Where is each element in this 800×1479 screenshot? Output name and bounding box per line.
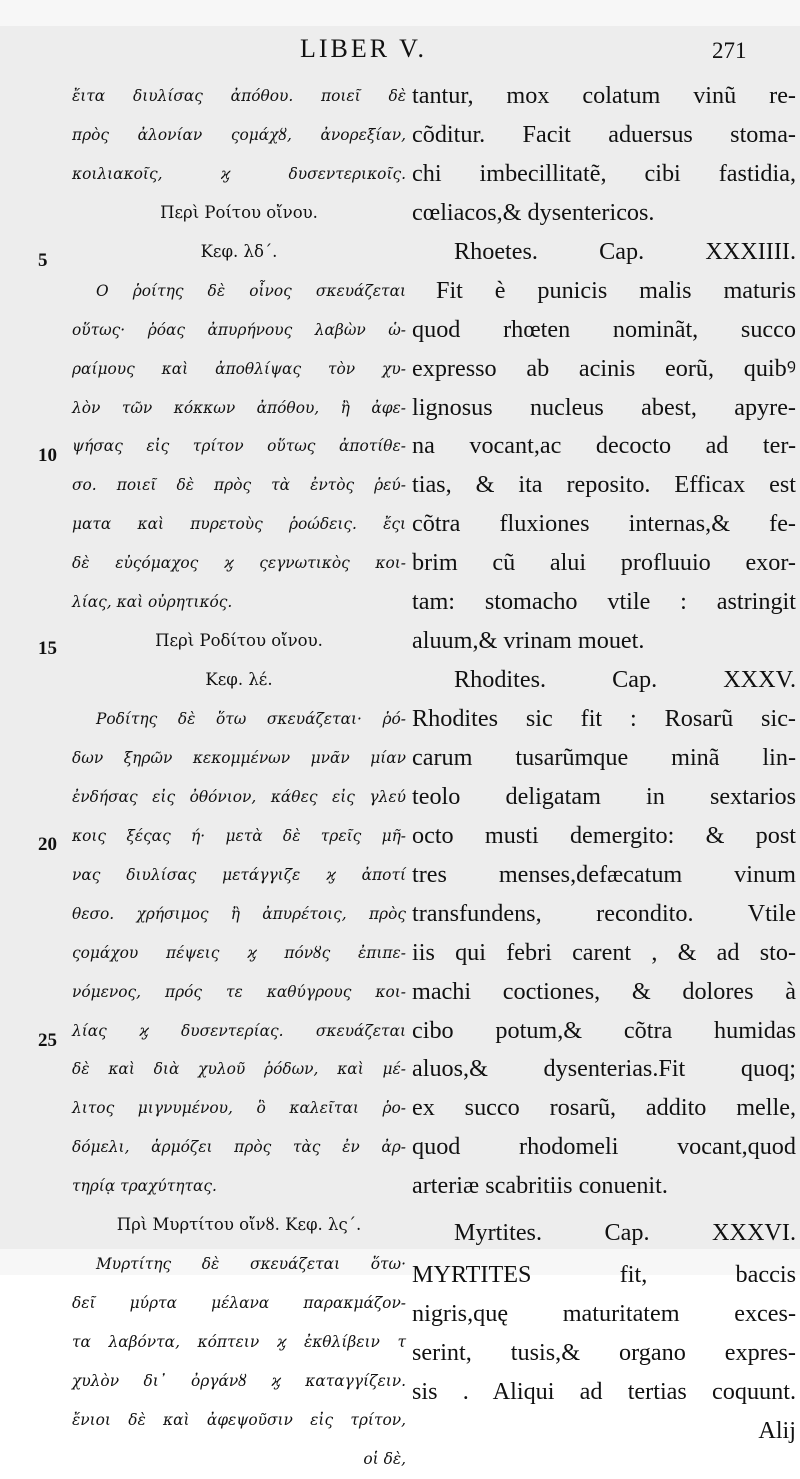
greek-line: ἔνιοι δὲ καὶ ἀφεψοῦσιν εἰς τρίτον, [72, 1410, 406, 1429]
greek-chapter-title: Πρὶ Μυρτίτου οἴνȣ. Κεφ. λς΄. [116, 1215, 362, 1235]
latin-column [412, 77, 796, 1451]
greek-line: κοις ξέςας ή· μετὰ δὲ τρεῖς μῆ- [72, 826, 406, 845]
greek-line: τηρίᾳ τραχύτητας. [72, 1177, 217, 1196]
greek-chapter-title: Περὶ Ροδίτου οἴνου. [155, 631, 323, 651]
latin-line: Fit è punicis malis maturis [436, 276, 796, 304]
greek-line: τα λαβόντα, κόπτειν ϗ ἐκθλίβειν τ [72, 1333, 406, 1351]
latin-line: iis qui febri carent , & ad sto- [412, 938, 796, 966]
latin-line: tantur, mox colatum vinũ re- [412, 82, 796, 109]
greek-catchword: οἱ δὲ, [363, 1449, 406, 1468]
margin-line-number: 15 [38, 638, 57, 659]
margin-line-number: 5 [38, 250, 48, 271]
margin-line-number: 20 [38, 834, 57, 855]
greek-line: κοιλιακοῖς, ϗ δυσεντερικοῖς. [72, 164, 406, 183]
greek-line: ἐνδήσας εἰς ὀθόνιον, κάθες εἰς γλεύ [72, 787, 406, 806]
latin-line: serint, tusis,& organo expres- [412, 1339, 796, 1367]
latin-line: machi coctiones, & dolores à [412, 977, 796, 1005]
greek-line: δων ξηρῶν κεκομμένων μνᾶν μίαν [72, 748, 406, 767]
latin-line: chi imbecillitatẽ, cibi fastidia, [412, 159, 796, 187]
latin-line: brim cũ alui profluuio exor- [412, 549, 796, 577]
greek-line: οὕτως· ῥόας ἀπυρήνους λαβὼν ὡ- [72, 320, 406, 339]
greek-line: δὲ καὶ διὰ χυλοῦ ῥόδων, καὶ μέ- [72, 1060, 406, 1079]
latin-line: carum tusarũmque minã lin- [412, 743, 796, 771]
greek-line: ψήσας εἰς τρίτον οὕτως ἀποτίθε- [72, 437, 406, 456]
margin-line-number: 25 [38, 1030, 57, 1051]
greek-line: λίας ϗ δυσεντερίας. σκευάζεται [72, 1021, 406, 1040]
latin-line: Rhodites sic fit : Rosarũ sic- [412, 705, 796, 732]
greek-line: Μυρτίτης δὲ σκευάζεται ὅτω· [96, 1255, 406, 1274]
latin-line: octo musti demergito: & post [412, 821, 796, 849]
latin-line: cibo potum,& cõtra humidas [412, 1016, 796, 1044]
latin-line: cõditur. Facit aduersus stoma- [412, 120, 796, 148]
latin-line: tias, & ita reposito. Efficax est [412, 471, 796, 499]
latin-chapter-heading: Rhoetes. Cap. XXXIIII. [454, 237, 796, 265]
latin-line: sis . Aliqui ad tertias coquunt. [412, 1378, 796, 1405]
greek-line: νας διυλίσας μετάγγιζε ϗ ἀποτί [72, 865, 406, 884]
latin-line: expresso ab acinis eorũ, quibꝰ [412, 354, 796, 382]
greek-line: σο. ποιεῖ δὲ πρὸς τὰ ἐντὸς ῥεύ- [72, 476, 406, 495]
latin-line: lignosus nucleus abest, apyre- [412, 393, 796, 421]
latin-line: cœliacos,& dysentericos. [412, 198, 655, 226]
greek-line: ματα καὶ πυρετοὺς ῥοώδεις. ἔςι [72, 515, 406, 534]
latin-line: cõtra fluxiones internas,& fe- [412, 510, 796, 538]
latin-line: aluos,& dysenterias.Fit quoq; [412, 1055, 796, 1083]
greek-line: λὸν τῶν κόκκων ἀπόθου, ἢ ἀφε- [72, 398, 406, 417]
latin-line: nigris,quę maturitatem exces- [412, 1300, 796, 1328]
greek-line: ραίμους καὶ ἀποθλίψας τὸν χυ- [72, 359, 406, 378]
latin-chapter-heading: Rhodites. Cap. XXXV. [454, 666, 796, 694]
greek-line: ςομάχου πέψεις ϗ πόνȣς ἐπιπε- [72, 943, 406, 962]
page-number: 271 [712, 38, 747, 63]
greek-line: δὲ εὐςόμαχος ϗ ςεγνωτικὸς κοι- [72, 554, 406, 573]
greek-chapter-number: Κεφ. λδ΄. [200, 241, 278, 261]
latin-line: tres menses,defæcatum vinum [412, 860, 796, 888]
greek-line: πρὸς ἀλονίαν ςομάχȣ, ἀνορεξίαν, [72, 125, 406, 144]
greek-line: λιτος μιγνυμένου, ὃ καλεῖται ῥο- [72, 1099, 406, 1118]
greek-line: νόμενος, πρός τε καθύγρους κοι- [72, 982, 406, 1001]
latin-line: ex succo rosarũ, addito melle, [412, 1094, 796, 1122]
latin-line: aluum,& vrinam mouet. [412, 627, 645, 655]
margin-line-number: 10 [38, 445, 57, 466]
latin-catchword: Alij [758, 1416, 796, 1444]
greek-line: ἔιτα διυλίσας ἀπόθου. ποιεῖ δὲ [72, 87, 406, 105]
greek-line: λίας, καὶ οὐρητικός. [72, 593, 233, 612]
greek-line: χυλὸν δι᾽ ὀργάνȣ ϗ καταγγίζειν. [72, 1371, 406, 1390]
greek-chapter-title: Περὶ Ροίτου οἴνου. [160, 202, 318, 222]
latin-line: tam: stomacho vtile : astringit [412, 588, 796, 616]
latin-line: quod rhœten nominãt, succo [412, 315, 796, 343]
greek-line: δόμελι, ἁρμόζει πρὸς τὰς ἐν ἀρ- [72, 1138, 406, 1157]
greek-line: Ο ῥοίτης δὲ οἶνος σκευάζεται [96, 281, 406, 300]
latin-line: quod rhodomeli vocant,quod [412, 1133, 796, 1161]
greek-line: θεσο. χρήσιμος ἢ ἀπυρέτοις, πρὸς [72, 904, 406, 923]
greek-line: δεῖ μύρτα μέλανα παρακμάζον- [72, 1294, 406, 1313]
latin-line: teolo deligatam in sextarios [412, 782, 796, 810]
running-title: LIBER V. [300, 34, 428, 63]
latin-line: transfundens, recondito. Vtile [412, 899, 796, 927]
latin-line: na vocant,ac decocto ad ter- [412, 432, 796, 460]
latin-line: MYRTITES fit, baccis [412, 1261, 796, 1289]
greek-line: Ροδίτης δὲ ὅτω σκευάζεται· ῥό- [96, 710, 406, 728]
greek-column [72, 77, 406, 1479]
latin-line: arteriæ scabritiis conuenit. [412, 1172, 668, 1200]
top-margin [0, 0, 800, 26]
latin-chapter-heading: Myrtites. Cap. XXXVI. [454, 1219, 796, 1247]
greek-chapter-number: Κεφ. λέ. [205, 670, 273, 690]
